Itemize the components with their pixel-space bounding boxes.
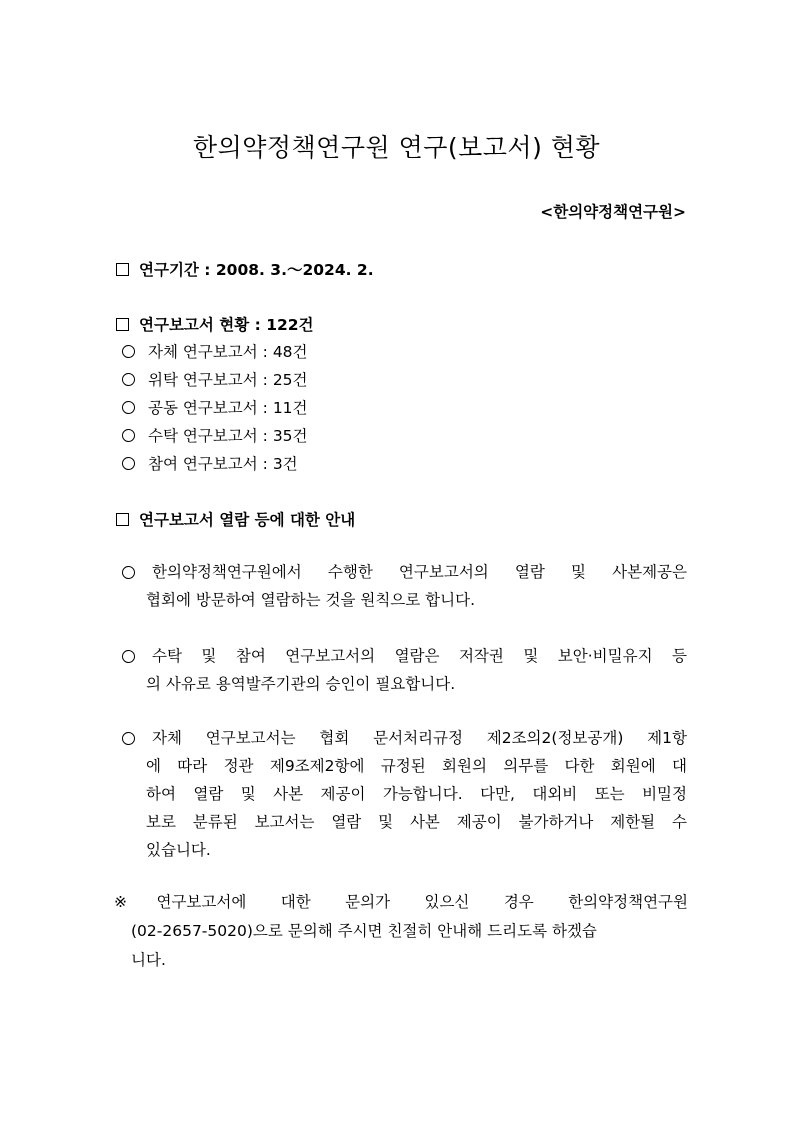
checkbox-square-icon — [116, 318, 129, 331]
guide-paragraph: 수탁 및 참여 연구보고서의 열람은 저작권 및 보안·비밀유지 등 의 사유로 용역발주기관의 승인이 필요합니다. — [122, 642, 687, 698]
checkbox-square-icon — [116, 263, 129, 276]
report-status-text: 연구보고서 현황 : 122건 — [139, 316, 314, 334]
page-title: 한의약정책연구원 연구(보고서) 현황 — [192, 133, 601, 162]
circle-bullet-icon — [122, 650, 135, 663]
circle-bullet-icon — [122, 457, 135, 470]
list-item: 공동 연구보고서 : 11건 — [122, 394, 308, 422]
inquiry-note: ※연구보고서에 대한 문의가 있으신 경우 한의약정책연구원 (02-2657-5020)으로 문의해 주시면 친절히 안내해 드리도록 하겠습 니다. — [114, 893, 688, 969]
list-item: 자체 연구보고서 : 48건 — [122, 338, 308, 366]
access-guide-text: 연구보고서 열람 등에 대한 안내 — [139, 511, 356, 529]
guide-paragraph: 한의약정책연구원에서 수행한 연구보고서의 열람 및 사본제공은 협회에 방문하여 열람하는 것을 원칙으로 합니다. — [122, 558, 687, 614]
circle-bullet-icon — [122, 732, 135, 745]
circle-bullet-icon — [122, 566, 135, 579]
list-item: 참여 연구보고서 : 3건 — [122, 450, 308, 478]
circle-bullet-icon — [122, 429, 135, 442]
report-status-heading — [116, 313, 314, 335]
checkbox-square-icon — [116, 513, 129, 526]
organization-label: <한의약정책연구원> — [540, 203, 686, 221]
access-guide-heading — [116, 508, 355, 530]
report-count-list — [122, 338, 308, 478]
research-period-text: 연구기간 : 2008. 3.～2024. 2. — [139, 261, 374, 279]
guide-paragraph: 자체 연구보고서는 협회 문서처리규정 제2조의2(정보공개) 제1항 에 따라 정관 제9조제2항에 규정된 회원의 의무를 다한 회원에 대 하여 열람 및 사본 제공이 가능합니다. 다만, 대외비 또는 비밀정 보로 분류된 보고서는 열람 및 사본 제공이 불가하거나 제한될 수 있습니다. — [122, 724, 687, 864]
list-item: 위탁 연구보고서 : 25건 — [122, 366, 308, 394]
circle-bullet-icon — [122, 345, 135, 358]
research-period-section — [116, 258, 374, 280]
circle-bullet-icon — [122, 373, 135, 386]
circle-bullet-icon — [122, 401, 135, 414]
list-item: 수탁 연구보고서 : 35건 — [122, 422, 308, 450]
